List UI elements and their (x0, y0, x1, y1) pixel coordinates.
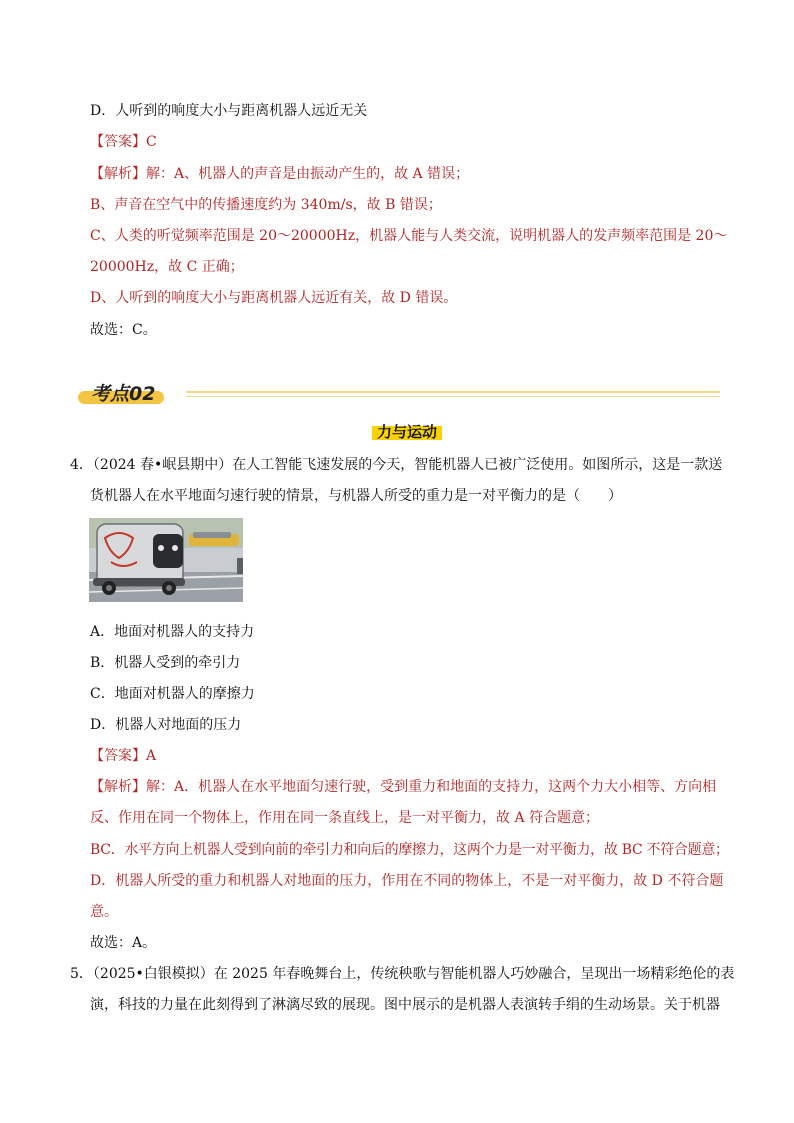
analysis-line: C、人类的听觉频率范围是 20～20000Hz，机器人能与人类交流，说明机器人的发声频率范围是 20～ (90, 228, 728, 244)
option-d: D．人听到的响度大小与距离机器人远近无关 (90, 103, 368, 119)
option-c: C．地面对机器人的摩擦力 (90, 686, 255, 702)
topic-label: 力与运动 (376, 423, 437, 441)
section-rule (186, 391, 720, 393)
delivery-robot-photo (89, 518, 243, 602)
analysis-line: 反、作用在同一个物体上，作用在同一条直线上，是一对平衡力，故 A 符合题意； (90, 810, 600, 826)
conclusion: 故选：A。 (90, 935, 157, 951)
delivery-robot-image (89, 518, 243, 602)
answer-value: C (146, 134, 157, 150)
option-b: B．机器人受到的牵引力 (90, 655, 241, 671)
question-stem: 货机器人在水平地面匀速行驶的情景，与机器人所受的重力是一对平衡力的是（ ） (90, 488, 622, 504)
topic-heading (372, 420, 442, 444)
analysis-line (90, 777, 716, 797)
analysis-line: D．机器人所受的重力和机器人对地面的压力，作用在不同的物体上，不是一对平衡力，故 D 不符合题 (90, 873, 724, 889)
analysis-text: 解：A．机器人在水平地面匀速行驶，受到重力和地面的支持力，这两个力大小相等、方向相 (146, 779, 717, 795)
answer-value: A (146, 748, 157, 764)
conclusion: 故选：C。 (90, 322, 157, 338)
analysis-text: 解：A、机器人的声音是由振动产生的，故 A 错误； (146, 166, 470, 182)
question-stem: 4．（2024 春•岷县期中）在人工智能飞速发展的今天，智能机器人已被广泛使用。如图所示，这是一款送 (70, 457, 723, 473)
option-d: D．机器人对地面的压力 (90, 717, 242, 733)
answer-tag: 【答案】 (90, 134, 146, 150)
answer-line (90, 746, 156, 766)
section-label: 考点02 (91, 383, 156, 405)
analysis-tag: 【解析】 (90, 779, 146, 795)
analysis-line: D、人听到的响度大小与距离机器人远近有关，故 D 错误。 (90, 290, 458, 306)
analysis-line: B、声音在空气中的传播速度约为 340m/s，故 B 错误； (90, 197, 442, 213)
answer-line (90, 132, 157, 152)
analysis-tag: 【解析】 (90, 166, 146, 182)
section-header (78, 381, 720, 409)
question-stem: 5．（2025•白银模拟）在 2025 年春晚舞台上，传统秧歌与智能机器人巧妙融合，呈现出一场精彩绝伦的表 (70, 966, 735, 982)
answer-tag: 【答案】 (90, 748, 146, 764)
question-stem: 演，科技的力量在此刻得到了淋漓尽致的展现。图中展示的是机器人表演转手绢的生动场景。关于机器 (90, 997, 720, 1013)
analysis-line: 意。 (90, 904, 118, 920)
option-a: A．地面对机器人的支持力 (90, 624, 255, 640)
analysis-line: 20000Hz，故 C 正确； (90, 259, 244, 275)
section-rule (186, 396, 720, 397)
analysis-line: BC．水平方向上机器人受到向前的牵引力和向后的摩擦力，这两个力是一对平衡力，故 BC 不符合题意； (90, 842, 729, 858)
analysis-line (90, 164, 469, 184)
